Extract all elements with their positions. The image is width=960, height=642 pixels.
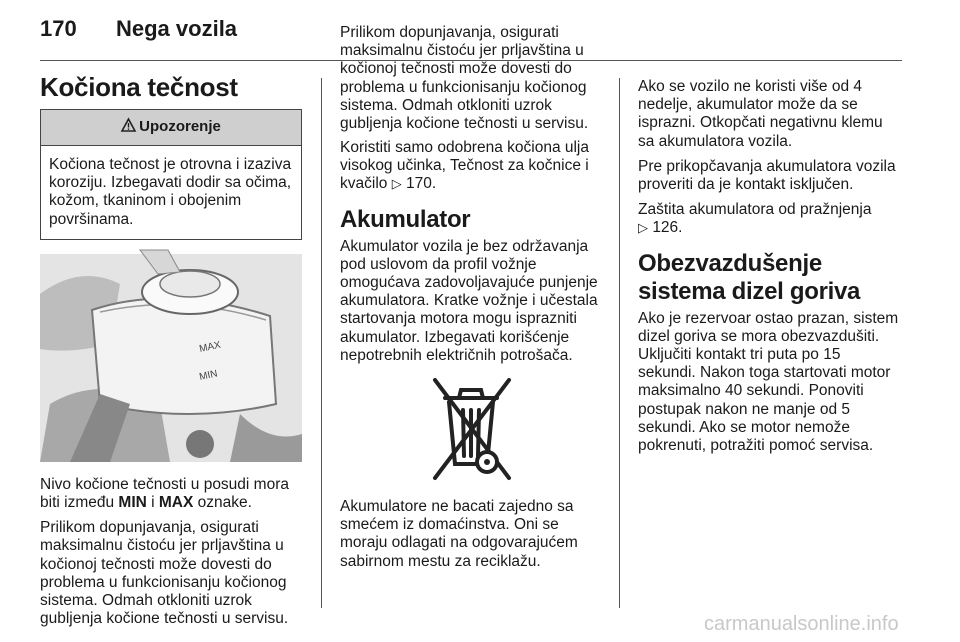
level-text-3: oznake. <box>193 494 252 512</box>
watermark: carmanualsonline.info <box>704 613 899 635</box>
page-number: 170 <box>40 16 77 41</box>
discharge-ref[interactable]: 126. <box>652 219 683 237</box>
column-2 <box>340 24 602 578</box>
refill-text-continued: Prilikom dopunjavanja, osigurati maksimalnu čistoću jer prljavština u kočionoj tečnosti može dovesti do problema u funkcionisanju kočionog sistema. Odmah otkloniti uzrok gubljenja kočione tečnosti u servisu. <box>340 24 589 133</box>
unused-paragraph: Ako se vozilo ne koristi više od 4 nedelje, akumulator može da se isprazni. Otkopčati negativnu klemu sa akumulatora vozila. <box>638 78 883 150</box>
disposal-paragraph: Akumulatore ne bacati zajedno sa smećem iz domaćinstva. Oni se moraju odlagati na odgovarajućem sabirnom mestu za reciklažu. <box>340 498 578 570</box>
warning-triangle-icon <box>121 118 139 137</box>
min-label: MIN <box>118 494 147 512</box>
discharge-text: Zaštita akumulatora od pražnjenja <box>638 201 872 219</box>
min-mark: MIN <box>198 368 219 383</box>
column-divider-1 <box>321 78 322 608</box>
discharge-paragraph <box>638 201 900 237</box>
recommend-paragraph <box>340 139 602 194</box>
brake-fluid-heading: Kočiona tečnost <box>40 72 238 102</box>
battery-heading: Akumulator <box>340 205 471 233</box>
diesel-heading: Obezvazdušenje sistema dizel goriva <box>638 249 861 305</box>
refill-paragraph-cont <box>340 24 602 133</box>
column-3 <box>638 78 900 462</box>
diesel-paragraph: Ako je rezervoar ostao prazan, sistem dizel goriva se mora obezvazdušiti. Uključiti kontakt tri puta po 15 sekundi. Nakon toga startovati motor maksimalno 40 sekundi. Ponoviti postupak nakon ne manje od 5 sekundi. Ako se motor nemože pokrenuti, potražiti pomoć servisa. <box>638 309 899 455</box>
recommend-ref[interactable]: 170. <box>406 175 437 193</box>
refill-paragraph-start <box>40 519 302 628</box>
max-label: MAX <box>158 494 194 512</box>
level-paragraph <box>40 476 302 512</box>
cross-reference-arrow-icon: ▷ <box>638 220 648 236</box>
level-text-2: i <box>146 494 159 512</box>
crossed-out-bin-icon <box>340 372 602 486</box>
max-mark: MAX <box>198 339 222 355</box>
recommend-text: Koristiti samo odobrena kočiona ulja visokog učinka, Tečnost za kočnice i kvačilo <box>340 139 589 193</box>
chapter-title: Nega vozila <box>116 16 238 41</box>
warning-box <box>40 109 302 240</box>
battery-intro: Akumulator vozila je bez održavanja pod uslovom da profil vožnje omogućava zadovoljavajuće punjenje akumulatora. Kratke vožnje i učestala startovanja motora mogu isprazniti akumulator. Izbegavati korišćenje nepotrebnih električnih potrošača. <box>340 237 598 364</box>
warning-text: Kočiona tečnost je otrovna i izaziva koroziju. Izbegavati dodir sa očima, kožom, tkaninom i obojenim površinama. <box>49 156 292 228</box>
cross-reference-arrow-icon: ▷ <box>391 176 402 192</box>
column-1 <box>40 72 302 628</box>
warning-label: Upozorenje <box>139 118 221 136</box>
level-text-1: Nivo kočione tečnosti u posudi mora biti između <box>40 475 289 512</box>
refill-text: Prilikom dopunjavanja, osigurati maksimalnu čistoću jer prljavština u kočionoj tečnosti može dovesti do problema u funkcionisanju kočionog sistema. Odmah otkloniti uzrok gubljenja kočione tečnosti u servisu. <box>40 519 289 628</box>
warning-header <box>41 110 301 146</box>
reconnect-paragraph: Pre prikopčavanja akumulatora vozila proveriti da je kontakt isključen. <box>638 157 896 194</box>
column-divider-2 <box>619 78 620 608</box>
brake-fluid-reservoir-photo <box>40 254 302 462</box>
